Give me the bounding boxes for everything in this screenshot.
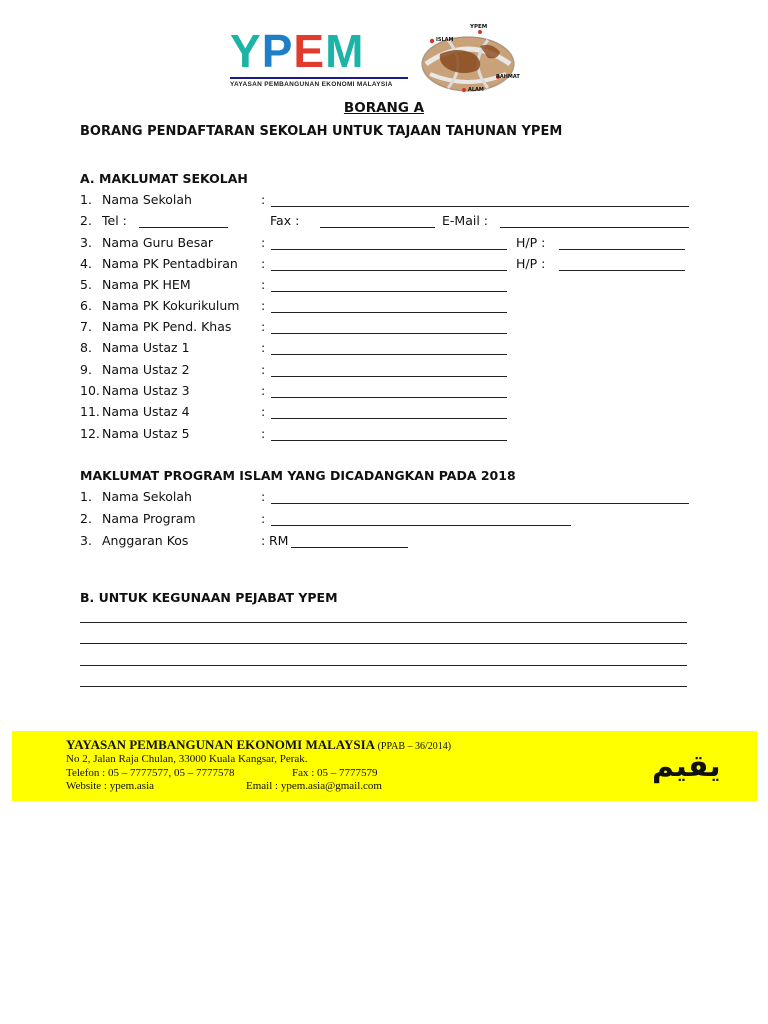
field-colon: : (261, 256, 266, 271)
field-colon: : (261, 192, 266, 207)
field-colon: : (261, 533, 266, 548)
nama-sekolah-field[interactable] (271, 206, 689, 207)
field-colon: : (261, 511, 266, 526)
field-label: Nama Ustaz 1 (102, 340, 190, 355)
row-number: 3. (80, 533, 92, 548)
section-b-heading: B. UNTUK KEGUNAAN PEJABAT YPEM (80, 590, 338, 605)
ustaz-5-field[interactable] (271, 440, 507, 441)
tel-label: Tel : (102, 213, 127, 228)
ustaz-1-field[interactable] (271, 354, 507, 355)
field-row-anggaran-kos (80, 532, 690, 550)
ypem-logo (228, 25, 412, 90)
email-label: E-Mail : (442, 213, 488, 228)
globe-label-right: RAHMAT (496, 74, 520, 80)
field-row-pk-hem (80, 276, 690, 294)
field-row-pk-kokurikulum (80, 297, 690, 315)
row-number: 2. (80, 511, 92, 526)
field-label: Nama Sekolah (102, 489, 192, 504)
field-label: Nama Program (102, 511, 196, 526)
field-colon: : (261, 426, 266, 441)
row-number: 9. (80, 362, 92, 377)
field-row-pk-pend-khas (80, 318, 690, 336)
nama-program-field[interactable] (271, 525, 571, 526)
field-colon: : (261, 277, 266, 292)
logo-letter-y: Y (230, 25, 262, 77)
form-subtitle: BORANG PENDAFTARAN SEKOLAH UNTUK TAJAAN TAHUNAN YPEM (80, 124, 563, 139)
row-number: 1. (80, 489, 92, 504)
footer-fax: Fax : 05 – 7777579 (292, 767, 378, 779)
logo-wordmark (230, 25, 365, 77)
fax-field[interactable] (320, 227, 435, 228)
field-row-ustaz-1 (80, 339, 690, 357)
row-number: 10. (80, 383, 100, 398)
row-number: 4. (80, 256, 92, 271)
field-colon: : (261, 489, 266, 504)
field-row-nama-sekolah (80, 191, 690, 209)
field-colon: : (261, 319, 266, 334)
field-row-nama-program (80, 510, 690, 528)
pk-kokurikulum-field[interactable] (271, 312, 507, 313)
logo-letter-e: E (293, 25, 326, 77)
row-number: 11. (80, 404, 100, 419)
field-colon: : (261, 362, 266, 377)
guru-besar-hp-field[interactable] (559, 249, 685, 250)
row-number: 7. (80, 319, 92, 334)
hp-label: H/P : (516, 256, 546, 271)
row-number: 3. (80, 235, 92, 250)
globe-logo (418, 24, 518, 96)
field-label: Nama PK Pentadbiran (102, 256, 238, 271)
footer-address: No 2, Jalan Raja Chulan, 33000 Kuala Kangsar, Perak. (66, 753, 308, 765)
pk-pentadbiran-field[interactable] (271, 270, 507, 271)
field-row-ustaz-3 (80, 382, 690, 400)
row-number: 2. (80, 213, 92, 228)
registration-number: (PPAB – 36/2014) (377, 741, 452, 752)
field-row-ustaz-4 (80, 403, 690, 421)
field-row-ustaz-2 (80, 361, 690, 379)
field-row-guru-besar (80, 234, 690, 252)
field-colon: : (261, 383, 266, 398)
program-section-heading: MAKLUMAT PROGRAM ISLAM YANG DICADANGKAN PADA 2018 (80, 468, 516, 483)
field-label: Anggaran Kos (102, 533, 189, 548)
office-use-line-1[interactable] (80, 622, 687, 623)
field-label: Nama PK Kokurikulum (102, 298, 240, 313)
org-name: YAYASAN PEMBANGUNAN EKONOMI MALAYSIA (66, 737, 375, 752)
program-nama-sekolah-field[interactable] (271, 503, 689, 504)
field-label: Nama PK HEM (102, 277, 191, 292)
footer-email: Email : ypem.asia@gmail.com (246, 780, 382, 792)
email-field[interactable] (500, 227, 689, 228)
globe-icon (418, 24, 518, 96)
logo-letter-p: P (261, 25, 294, 77)
fax-label: Fax : (270, 213, 300, 228)
row-number: 8. (80, 340, 92, 355)
row-number: 6. (80, 298, 92, 313)
section-a-heading: A. MAKLUMAT SEKOLAH (80, 171, 248, 186)
field-colon: : (261, 235, 266, 250)
field-colon: : (261, 298, 266, 313)
pk-hem-field[interactable] (271, 291, 507, 292)
arabic-calligraphy: يقيم (652, 749, 721, 784)
row-number: 5. (80, 277, 92, 292)
currency-prefix: RM (269, 533, 289, 548)
footer-phone: Telefon : 05 – 7777577, 05 – 7777578 (66, 767, 235, 779)
globe-label-left: ISLAM (436, 37, 454, 43)
office-use-line-2[interactable] (80, 643, 687, 644)
row-number: 1. (80, 192, 92, 207)
footer-website: Website : ypem.asia (66, 780, 155, 792)
tel-field[interactable] (139, 227, 228, 228)
anggaran-kos-field[interactable] (291, 547, 408, 548)
field-label: Nama PK Pend. Khas (102, 319, 232, 334)
pk-pend-khas-field[interactable] (271, 333, 507, 334)
form-title: BORANG A (343, 100, 425, 116)
pk-pentadbiran-hp-field[interactable] (559, 270, 685, 271)
field-row-ustaz-5 (80, 425, 690, 443)
office-use-line-3[interactable] (80, 665, 687, 666)
logo-underline (230, 77, 408, 79)
globe-label-bottom: ALAM (468, 87, 484, 93)
row-number: 12. (80, 426, 100, 441)
field-label: Nama Ustaz 3 (102, 383, 190, 398)
guru-besar-field[interactable] (271, 249, 507, 250)
globe-label-top: YPEM (470, 24, 488, 30)
logo-letter-m: M (325, 25, 365, 77)
field-row-program-nama-sekolah (80, 488, 690, 506)
ustaz-4-field[interactable] (271, 418, 507, 419)
field-row-contact (80, 212, 690, 230)
field-label: Nama Sekolah (102, 192, 192, 207)
field-colon: : (261, 404, 266, 419)
field-colon: : (261, 340, 266, 355)
logo-subtitle: YAYASAN PEMBANGUNAN EKONOMI MALAYSIA (230, 81, 393, 88)
field-label: Nama Ustaz 4 (102, 404, 190, 419)
field-row-pk-pentadbiran (80, 255, 690, 273)
office-use-line-4[interactable] (80, 686, 687, 687)
ustaz-3-field[interactable] (271, 397, 507, 398)
ustaz-2-field[interactable] (271, 376, 507, 377)
field-label: Nama Ustaz 5 (102, 426, 190, 441)
hp-label: H/P : (516, 235, 546, 250)
footer-banner (12, 731, 757, 801)
field-label: Nama Guru Besar (102, 235, 214, 250)
field-label: Nama Ustaz 2 (102, 362, 190, 377)
footer-org-name (66, 737, 451, 753)
